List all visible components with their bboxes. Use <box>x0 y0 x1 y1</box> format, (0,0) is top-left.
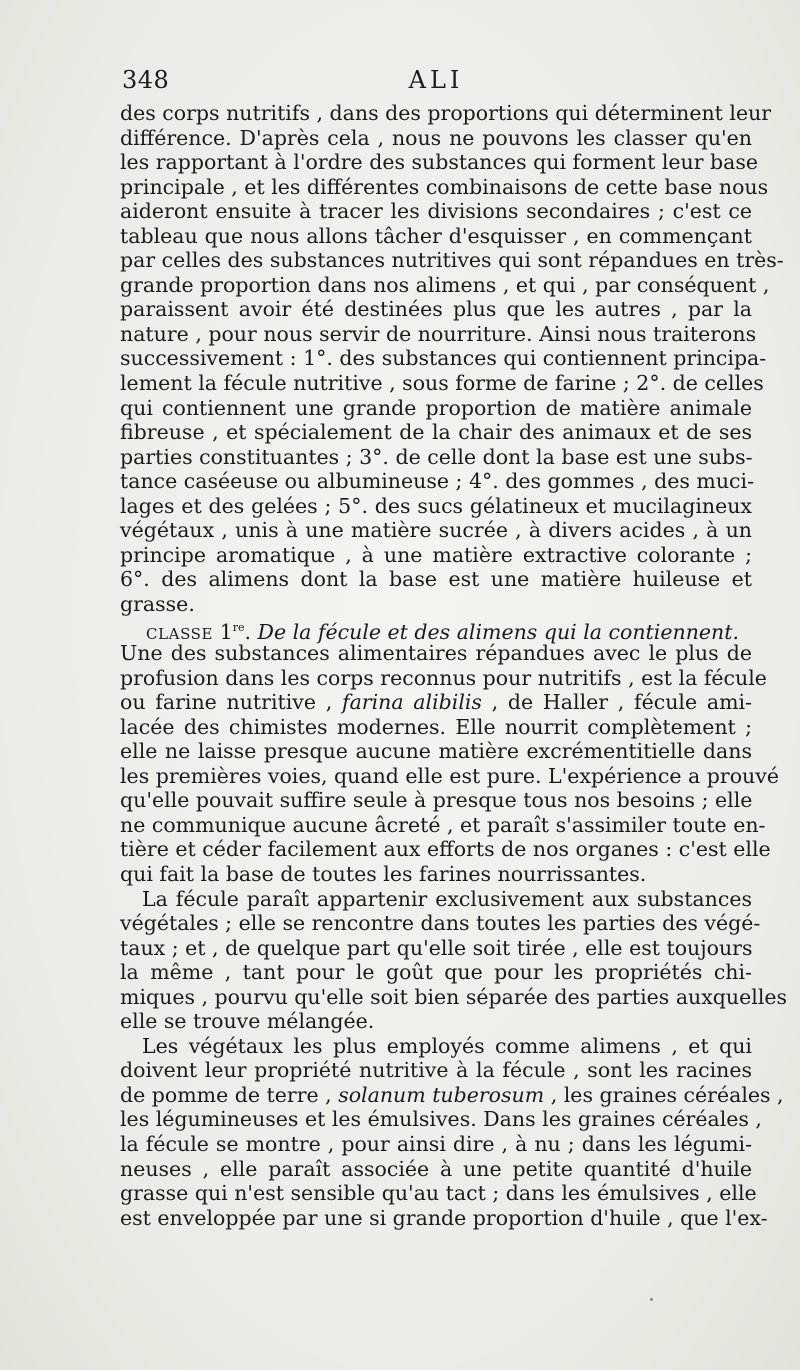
text-line: ne communique aucune âcreté , et paraît s'assimiler toute en- <box>120 812 766 837</box>
text-line: différence. D'après cela , nous ne pouvons les classer qu'en <box>120 125 752 150</box>
text-line: paraissent avoir été destinées plus que les autres , par la <box>120 297 752 322</box>
text-line: la même , tant pour le goût que pour les propriétés chi- <box>120 960 752 985</box>
text-line: des corps nutritifs , dans des proportions qui déterminent leur <box>120 101 772 125</box>
class-period: . <box>244 620 251 645</box>
text-line: elle se trouve mélangée. <box>120 1009 375 1034</box>
class-label: CLASSE <box>146 625 214 644</box>
text-line: successivement : 1°. des substances qui contiennent principa- <box>120 346 767 371</box>
text-line: qui fait la base de toutes les farines nourrissantes. <box>120 861 647 886</box>
text-segment: , de Haller , fécule ami- <box>481 690 752 715</box>
text-line: les légumineuses et les émulsives. Dans les graines céréales , <box>120 1107 762 1132</box>
text-line: La fécule paraît appartenir exclusivement aux substances <box>142 886 752 911</box>
text-line: lacée des chimistes modernes. Elle nourrit complètement ; <box>120 714 752 739</box>
text-line: est enveloppée par une si grande proportion d'huile , que l'ex- <box>120 1205 768 1230</box>
text-line <box>120 690 752 715</box>
text-line: par celles des substances nutritives qui sont répandues en très- <box>120 248 784 273</box>
text-line: neuses , elle paraît associée à une petite quantité d'huile <box>120 1156 752 1181</box>
page-number: 348 <box>122 66 170 94</box>
text-line: végétales ; elle se rencontre dans toutes les parties des végé- <box>120 911 761 936</box>
text-line: aideront ensuite à tracer les divisions secondaires ; c'est ce <box>120 199 752 224</box>
text-line: la fécule se montre , pour ainsi dire , à nu ; dans les légumi- <box>120 1131 752 1156</box>
text-line: lement la fécule nutritive , sous forme de farine ; 2°. de celles <box>120 371 764 396</box>
text-line: lages et des gelées ; 5°. des sucs gélatineux et mucilagineux <box>120 493 752 518</box>
page-header <box>120 66 752 96</box>
paper-speck <box>650 1298 653 1301</box>
text-line: tière et céder facilement aux efforts de nos organes : c'est elle <box>120 837 771 862</box>
text-line: principe aromatique , à une matière extractive colorante ; <box>120 542 752 567</box>
text-line: elle ne laisse presque aucune matière excrémentitielle dans <box>120 739 752 764</box>
text-line: parties constituantes ; 3°. de celle dont la base est une subs- <box>120 444 753 469</box>
text-line: Une des substances alimentaires répandues avec le plus de <box>120 641 752 666</box>
text-line: profusion dans les corps reconnus pour nutritifs , est la fécule <box>120 665 767 690</box>
text-line: les rapportant à l'ordre des substances qui forment leur base <box>120 150 759 175</box>
latin-term: solanum tuberosum <box>338 1082 545 1107</box>
text-line: végétaux , unis à une matière sucrée , à divers acides , à un <box>120 518 752 543</box>
text-line <box>120 1082 784 1108</box>
text-line: doivent leur propriété nutritive à la fécule , sont les racines <box>120 1058 752 1083</box>
text-line: grasse. <box>120 591 195 616</box>
text-line: les premières voies, quand elle est pure. L'expérience a prouvé <box>120 763 779 788</box>
text-line: taux ; et , de quelque part qu'elle soit tirée , elle est toujours <box>120 935 753 960</box>
text-segment: ou farine nutritive , <box>120 690 342 715</box>
text-line: 6°. des alimens dont la base est une matière huileuse et <box>120 567 752 592</box>
text-line: grande proportion dans nos alimens , et qui , par conséquent , <box>120 272 770 297</box>
class-ordinal: 1 <box>219 620 233 645</box>
text-line: tableau que nous allons tâcher d'esquisser , en commençant <box>120 223 752 248</box>
text-line: qui contiennent une grande proportion de matière animale <box>120 395 752 420</box>
text-line: principale , et les différentes combinaisons de cette base nous <box>120 174 769 199</box>
latin-term: farina alibilis <box>341 690 482 715</box>
text-line: fibreuse , et spécialement de la chair des animaux et de ses <box>120 420 752 445</box>
text-line: Les végétaux les plus employés comme alimens , et qui <box>142 1033 752 1058</box>
text-line: grasse qui n'est sensible qu'au tact ; dans les émulsives , elle <box>120 1181 757 1206</box>
class-title: De la fécule et des alimens qui la contiennent. <box>257 620 739 645</box>
text-segment: de pomme de terre , <box>120 1082 339 1107</box>
text-line: nature , pour nous servir de nourriture. Ainsi nous traiterons <box>120 321 757 346</box>
class-ordinal-suffix: re <box>232 621 245 635</box>
text-line: tance caséeuse ou albumineuse ; 4°. des gommes , des muci- <box>120 469 754 494</box>
class-heading <box>120 616 752 645</box>
text-segment: , les graines céréales , <box>544 1082 784 1107</box>
running-head: ALI <box>408 66 464 94</box>
text-line: qu'elle pouvait suffire seule à presque tous nos besoins ; elle <box>120 788 753 813</box>
body-text <box>120 101 788 1230</box>
text-line: miques , pourvu qu'elle soit bien séparée des parties auxquelles <box>120 984 788 1009</box>
